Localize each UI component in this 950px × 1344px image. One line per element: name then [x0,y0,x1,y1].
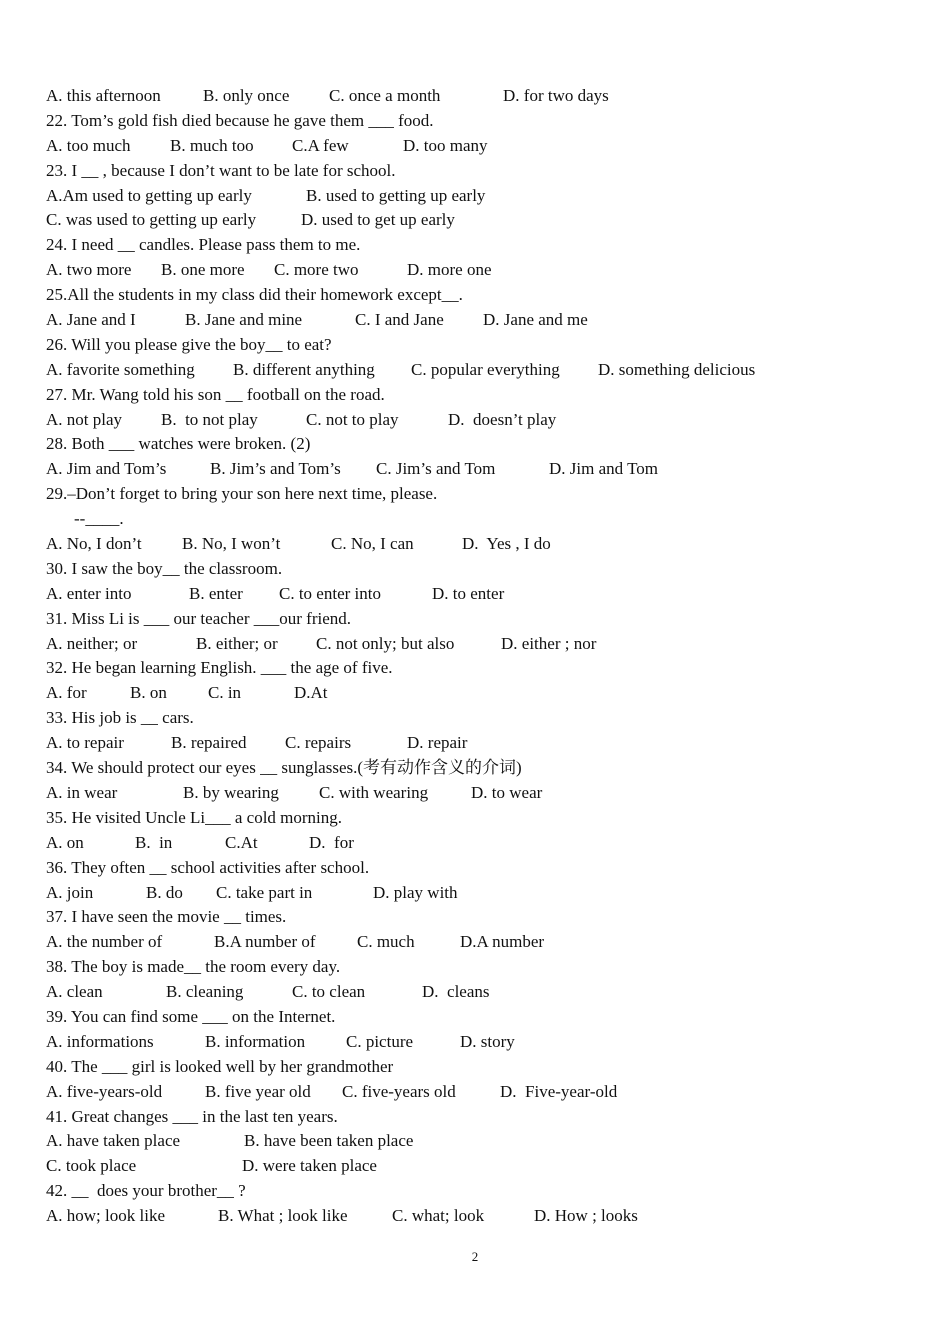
answer-option: A. favorite something [46,359,195,379]
question-text: 36. They often __ school activities after school. [46,857,370,877]
answer-option: B. cleaning [166,982,244,1002]
answer-option: A. how; look like [46,1206,165,1226]
answer-option: D. Five-year-old [500,1081,618,1101]
answer-option: C. take part in [216,882,313,902]
answer-option: A. to repair [46,733,124,753]
answer-option: B. one more [161,260,245,280]
answer-options-row [46,208,926,233]
answer-option: B. used to getting up early [306,185,486,205]
answer-options-row [46,930,926,955]
answer-options-row [46,582,926,607]
answer-options-row [46,980,926,1005]
answer-option: D. were taken place [242,1156,377,1176]
answer-option: D. for two days [503,86,609,105]
answer-option: C. to enter into [279,583,381,603]
answer-option: A. have taken place [46,1131,181,1151]
answer-option: A. Jane and I [46,310,136,330]
answer-option: C. once a month [329,86,441,105]
answer-options-row [46,134,926,159]
question-text: 24. I need __ candles. Please pass them to me. [46,235,361,255]
answer-options-row [46,1030,926,1055]
question-text: 35. He visited Uncle Li___ a cold morning. [46,807,343,827]
answer-option: B. repaired [171,733,247,753]
answer-option: D. doesn’t play [448,409,557,429]
question-text: 31. Miss Li is ___ our teacher ___our friend. [46,608,351,628]
answer-option: C. to clean [292,982,366,1002]
answer-option: C.At [225,832,258,852]
answer-option: B. to not play [161,409,258,429]
answer-options-row [46,831,926,856]
answer-option: D. How ; looks [534,1206,638,1226]
question-text: 42. __ does your brother__ ? [46,1181,246,1201]
answer-option: C. Jim’s and Tom [376,459,496,479]
answer-option: A. too much [46,135,131,155]
answer-option: A. not play [46,409,123,429]
answer-option: C. was used to getting up early [46,210,257,230]
answer-option: B. do [146,882,183,902]
answer-option: A. in wear [46,782,118,802]
answer-option: D. cleans [422,982,490,1002]
question-text: 40. The ___ girl is looked well by her grandmother [46,1056,394,1076]
answer-options-row [46,1154,926,1179]
answer-options-row [46,84,926,109]
question-text: 34. We should protect our eyes __ sunglasses.(考有动作含义的介词) [46,758,522,778]
answer-option: B. on [130,683,167,703]
answer-option: A.Am used to getting up early [46,185,252,205]
question-text: 32. He began learning English. ___ the age of five. [46,658,393,678]
answer-option: C. not to play [306,409,399,429]
answer-option: C. popular everything [411,359,560,379]
answer-option: D. to enter [432,583,505,603]
answer-option: A. two more [46,260,132,280]
answer-options-row [46,881,926,906]
answer-option: B. different anything [233,359,375,379]
answer-options-row [46,1129,926,1154]
answer-option: C. in [208,683,242,703]
answer-option: A. clean [46,982,103,1002]
answer-option: B. information [205,1031,306,1051]
answer-option: C. more two [274,260,359,280]
question-text: 30. I saw the boy__ the classroom. [46,558,283,578]
answer-option: D. either ; nor [501,633,597,653]
answer-option: C. not only; but also [316,633,455,653]
answer-options-row [46,358,926,383]
answer-option: D. for [309,832,354,852]
answer-option: B. What ; look like [218,1206,348,1226]
answer-options-row [46,1080,926,1105]
answer-options-row [46,781,926,806]
answer-option: C. five-years old [342,1081,456,1101]
answer-option: B. have been taken place [244,1131,414,1151]
answer-options-row [46,632,926,657]
answer-option: C. I and Jane [355,310,444,330]
answer-option: D. story [460,1031,515,1051]
answer-option: D. to wear [471,782,543,802]
answer-option: A. for [46,683,87,703]
answer-option: C. what; look [392,1206,485,1226]
answer-option: B. Jane and mine [185,310,303,330]
answer-option: A. this afternoon [46,86,161,105]
question-text: 38. The boy is made__ the room every day. [46,957,341,977]
answer-option: A. five-years-old [46,1081,163,1101]
answer-options-row [46,258,926,283]
answer-options-row [46,457,926,482]
question-page [46,84,926,1229]
answer-option: C. took place [46,1156,137,1176]
answer-option: D.A number [460,932,545,952]
answer-option: C. with wearing [319,782,429,802]
question-text: 25.All the students in my class did their homework except__. [46,285,463,305]
answer-option: A. No, I don’t [46,534,142,554]
answer-option: D. something delicious [598,359,756,379]
answer-option: C. much [357,932,415,952]
answer-option: A. Jim and Tom’s [46,459,167,479]
answer-options-row [46,681,926,706]
answer-option: D. Jim and Tom [549,459,658,479]
answer-option: D. repair [407,733,468,753]
answer-option: C. picture [346,1031,414,1051]
answer-option: B. No, I won’t [182,534,281,554]
answer-option: A. on [46,832,84,852]
question-text: 23. I __ , because I don’t want to be late for school. [46,160,396,180]
answer-option: B. Jim’s and Tom’s [210,459,341,479]
answer-option: B. either; or [196,633,278,653]
question-text: 37. I have seen the movie __ times. [46,907,287,927]
answer-option: A. enter into [46,583,132,603]
answer-option: D. too many [403,135,488,155]
answer-option: A. the number of [46,932,163,952]
answer-blank-line: --____. [74,509,124,529]
answer-option: B. by wearing [183,782,279,802]
question-text: 29.–Don’t forget to bring your son here next time, please. [46,484,438,504]
question-text: 28. Both ___ watches were broken. (2) [46,434,311,454]
answer-option: D. Jane and me [483,310,588,330]
answer-option: B. five year old [205,1081,311,1101]
question-text: 39. You can find some ___ on the Internet. [46,1006,336,1026]
answer-option: D. play with [373,882,458,902]
answer-option: D. Yes , I do [462,534,551,554]
answer-options-row [46,731,926,756]
answer-option: A. neither; or [46,633,138,653]
answer-options-row [46,408,926,433]
answer-options-row [46,532,926,557]
answer-option: B.A number of [214,932,316,952]
question-text: 22. Tom’s gold fish died because he gave them ___ food. [46,110,434,130]
answer-option: B. in [135,832,173,852]
answer-options-row [46,1204,926,1229]
question-text: 26. Will you please give the boy__ to eat? [46,334,332,354]
page-number: 2 [471,1249,479,1264]
answer-option: B. only once [203,86,290,105]
answer-option: D. used to get up early [301,210,455,230]
answer-options-row [46,308,926,333]
answer-option: A. join [46,882,94,902]
answer-option: D. more one [407,260,492,280]
answer-option: C. repairs [285,733,352,753]
answer-option: D.At [294,683,328,703]
answer-options-row [46,184,926,209]
question-text: 27. Mr. Wang told his son __ football on the road. [46,384,385,404]
answer-option: A. informations [46,1031,154,1051]
answer-option: B. much too [170,135,254,155]
answer-option: B. enter [189,583,243,603]
answer-option: C. No, I can [331,534,414,554]
question-text: 33. His job is __ cars. [46,708,194,728]
answer-option: C.A few [292,135,349,155]
question-text: 41. Great changes ___ in the last ten years. [46,1106,338,1126]
